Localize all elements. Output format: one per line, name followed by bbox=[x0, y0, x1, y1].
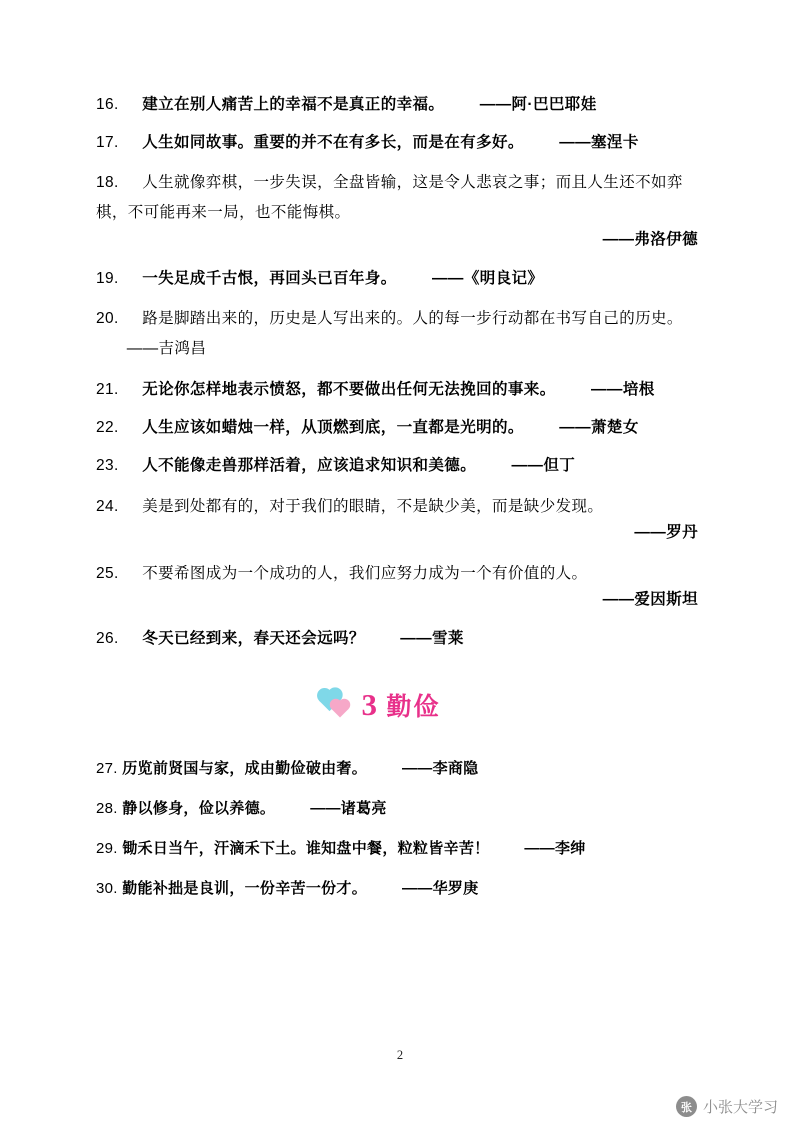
quote-number: 24. bbox=[96, 497, 119, 515]
quote-source: ——华罗庚 bbox=[401, 880, 479, 898]
quote-entry bbox=[96, 415, 700, 440]
quote-number: 30. bbox=[96, 880, 118, 898]
watermark bbox=[676, 1096, 778, 1117]
quote-entry bbox=[96, 453, 700, 478]
quote-source: ——《明良记》 bbox=[432, 269, 544, 287]
quote-number: 17. bbox=[96, 134, 119, 152]
quote-source: ——李绅 bbox=[524, 840, 586, 858]
quote-text: 路是脚踏出来的，历史是人写出来的。人的每一步行动都在书写自己的历史。 bbox=[142, 309, 683, 327]
quote-source: ——吉鸿昌 bbox=[126, 339, 207, 357]
quote-number: 28. bbox=[96, 800, 118, 818]
quote-entry bbox=[96, 877, 700, 901]
quote-text: 历览前贤国与家，成由勤俭破由奢。 bbox=[122, 760, 368, 778]
watermark-logo-icon: 张 bbox=[676, 1096, 697, 1117]
quote-text: 静以修身，俭以养德。 bbox=[122, 800, 276, 818]
quote-text: 人生应该如蜡烛一样，从顶燃到底，一直都是光明的。 bbox=[142, 419, 524, 437]
quote-entry bbox=[96, 304, 700, 364]
quote-number: 21. bbox=[96, 381, 119, 399]
quote-entry bbox=[96, 92, 700, 117]
section-heading-inner bbox=[356, 687, 441, 723]
quote-source: ——李商隐 bbox=[401, 760, 479, 778]
quote-source: ——爱因斯坦 bbox=[602, 590, 698, 608]
quote-source: ——阿·巴巴耶娃 bbox=[479, 96, 597, 113]
quote-entry bbox=[96, 626, 700, 651]
quote-entry bbox=[96, 559, 700, 589]
section-title: 勤俭 bbox=[386, 693, 441, 722]
quote-source: ——罗丹 bbox=[634, 523, 698, 541]
quote-number: 29. bbox=[96, 840, 118, 858]
quote-text: 不要希图成为一个成功的人，我们应努力成为一个有价值的人。 bbox=[142, 564, 588, 582]
quote-number: 20. bbox=[96, 309, 119, 327]
watermark-text: 小张大学习 bbox=[702, 1099, 778, 1116]
quote-number: 25. bbox=[96, 564, 119, 582]
quote-number: 27. bbox=[96, 760, 118, 778]
quote-number: 19. bbox=[96, 269, 119, 287]
quote-source: ——但丁 bbox=[511, 457, 576, 475]
section-number: 3 bbox=[361, 687, 378, 723]
quote-entry bbox=[96, 130, 700, 155]
quote-number: 22. bbox=[96, 419, 119, 437]
quote-text: 一失足成千古恨，再回头已百年身。 bbox=[142, 269, 397, 287]
quote-text: 人生如同故事。重要的并不在有多长，而是在有多好。 bbox=[142, 134, 524, 152]
quote-entry bbox=[96, 168, 700, 228]
quote-number: 26. bbox=[96, 629, 119, 647]
quote-text: 无论你怎样地表示愤怒，都不要做出任何无法挽回的事来。 bbox=[142, 381, 556, 399]
quote-source: ——萧楚女 bbox=[559, 419, 639, 437]
quote-source: ——雪莱 bbox=[400, 629, 464, 647]
section-heading bbox=[96, 687, 700, 735]
quote-entry bbox=[96, 757, 700, 781]
quote-text: 冬天已经到来，春天还会远吗？ bbox=[142, 629, 365, 647]
heart-icon bbox=[331, 701, 348, 718]
quote-entry bbox=[96, 797, 700, 821]
quote-entry bbox=[96, 377, 700, 402]
quote-text: 人生就像弈棋，一步失误，全盘皆输，这是令人悲哀之事；而且人生还不如弈棋，不可能再来一局，也不能悔棋。 bbox=[96, 174, 683, 222]
quote-number: 16. bbox=[96, 96, 119, 113]
quote-source: ——塞涅卡 bbox=[559, 134, 639, 152]
quote-source: ——培根 bbox=[591, 381, 655, 399]
quote-text: 勤能补拙是良训，一份辛苦一份才。 bbox=[122, 880, 368, 898]
page-number: 2 bbox=[396, 1048, 404, 1062]
quote-text: 建立在别人痛苦上的幸福不是真正的幸福。 bbox=[142, 96, 445, 113]
quote-text: 美是到处都有的，对于我们的眼睛，不是缺少美，而是缺少发现。 bbox=[142, 497, 604, 515]
quote-source: ——弗洛伊德 bbox=[602, 230, 698, 248]
quote-entry bbox=[96, 266, 700, 291]
quote-source: ——诸葛亮 bbox=[310, 800, 387, 818]
quote-text: 锄禾日当午，汗滴禾下土。谁知盘中餐，粒粒皆辛苦！ bbox=[122, 840, 490, 858]
quote-number: 23. bbox=[96, 457, 119, 475]
quote-number: 18. bbox=[96, 174, 119, 192]
quote-entry bbox=[96, 492, 700, 522]
quote-text: 人不能像走兽那样活着，应该追求知识和美德。 bbox=[142, 457, 477, 475]
quote-entry bbox=[96, 837, 700, 861]
